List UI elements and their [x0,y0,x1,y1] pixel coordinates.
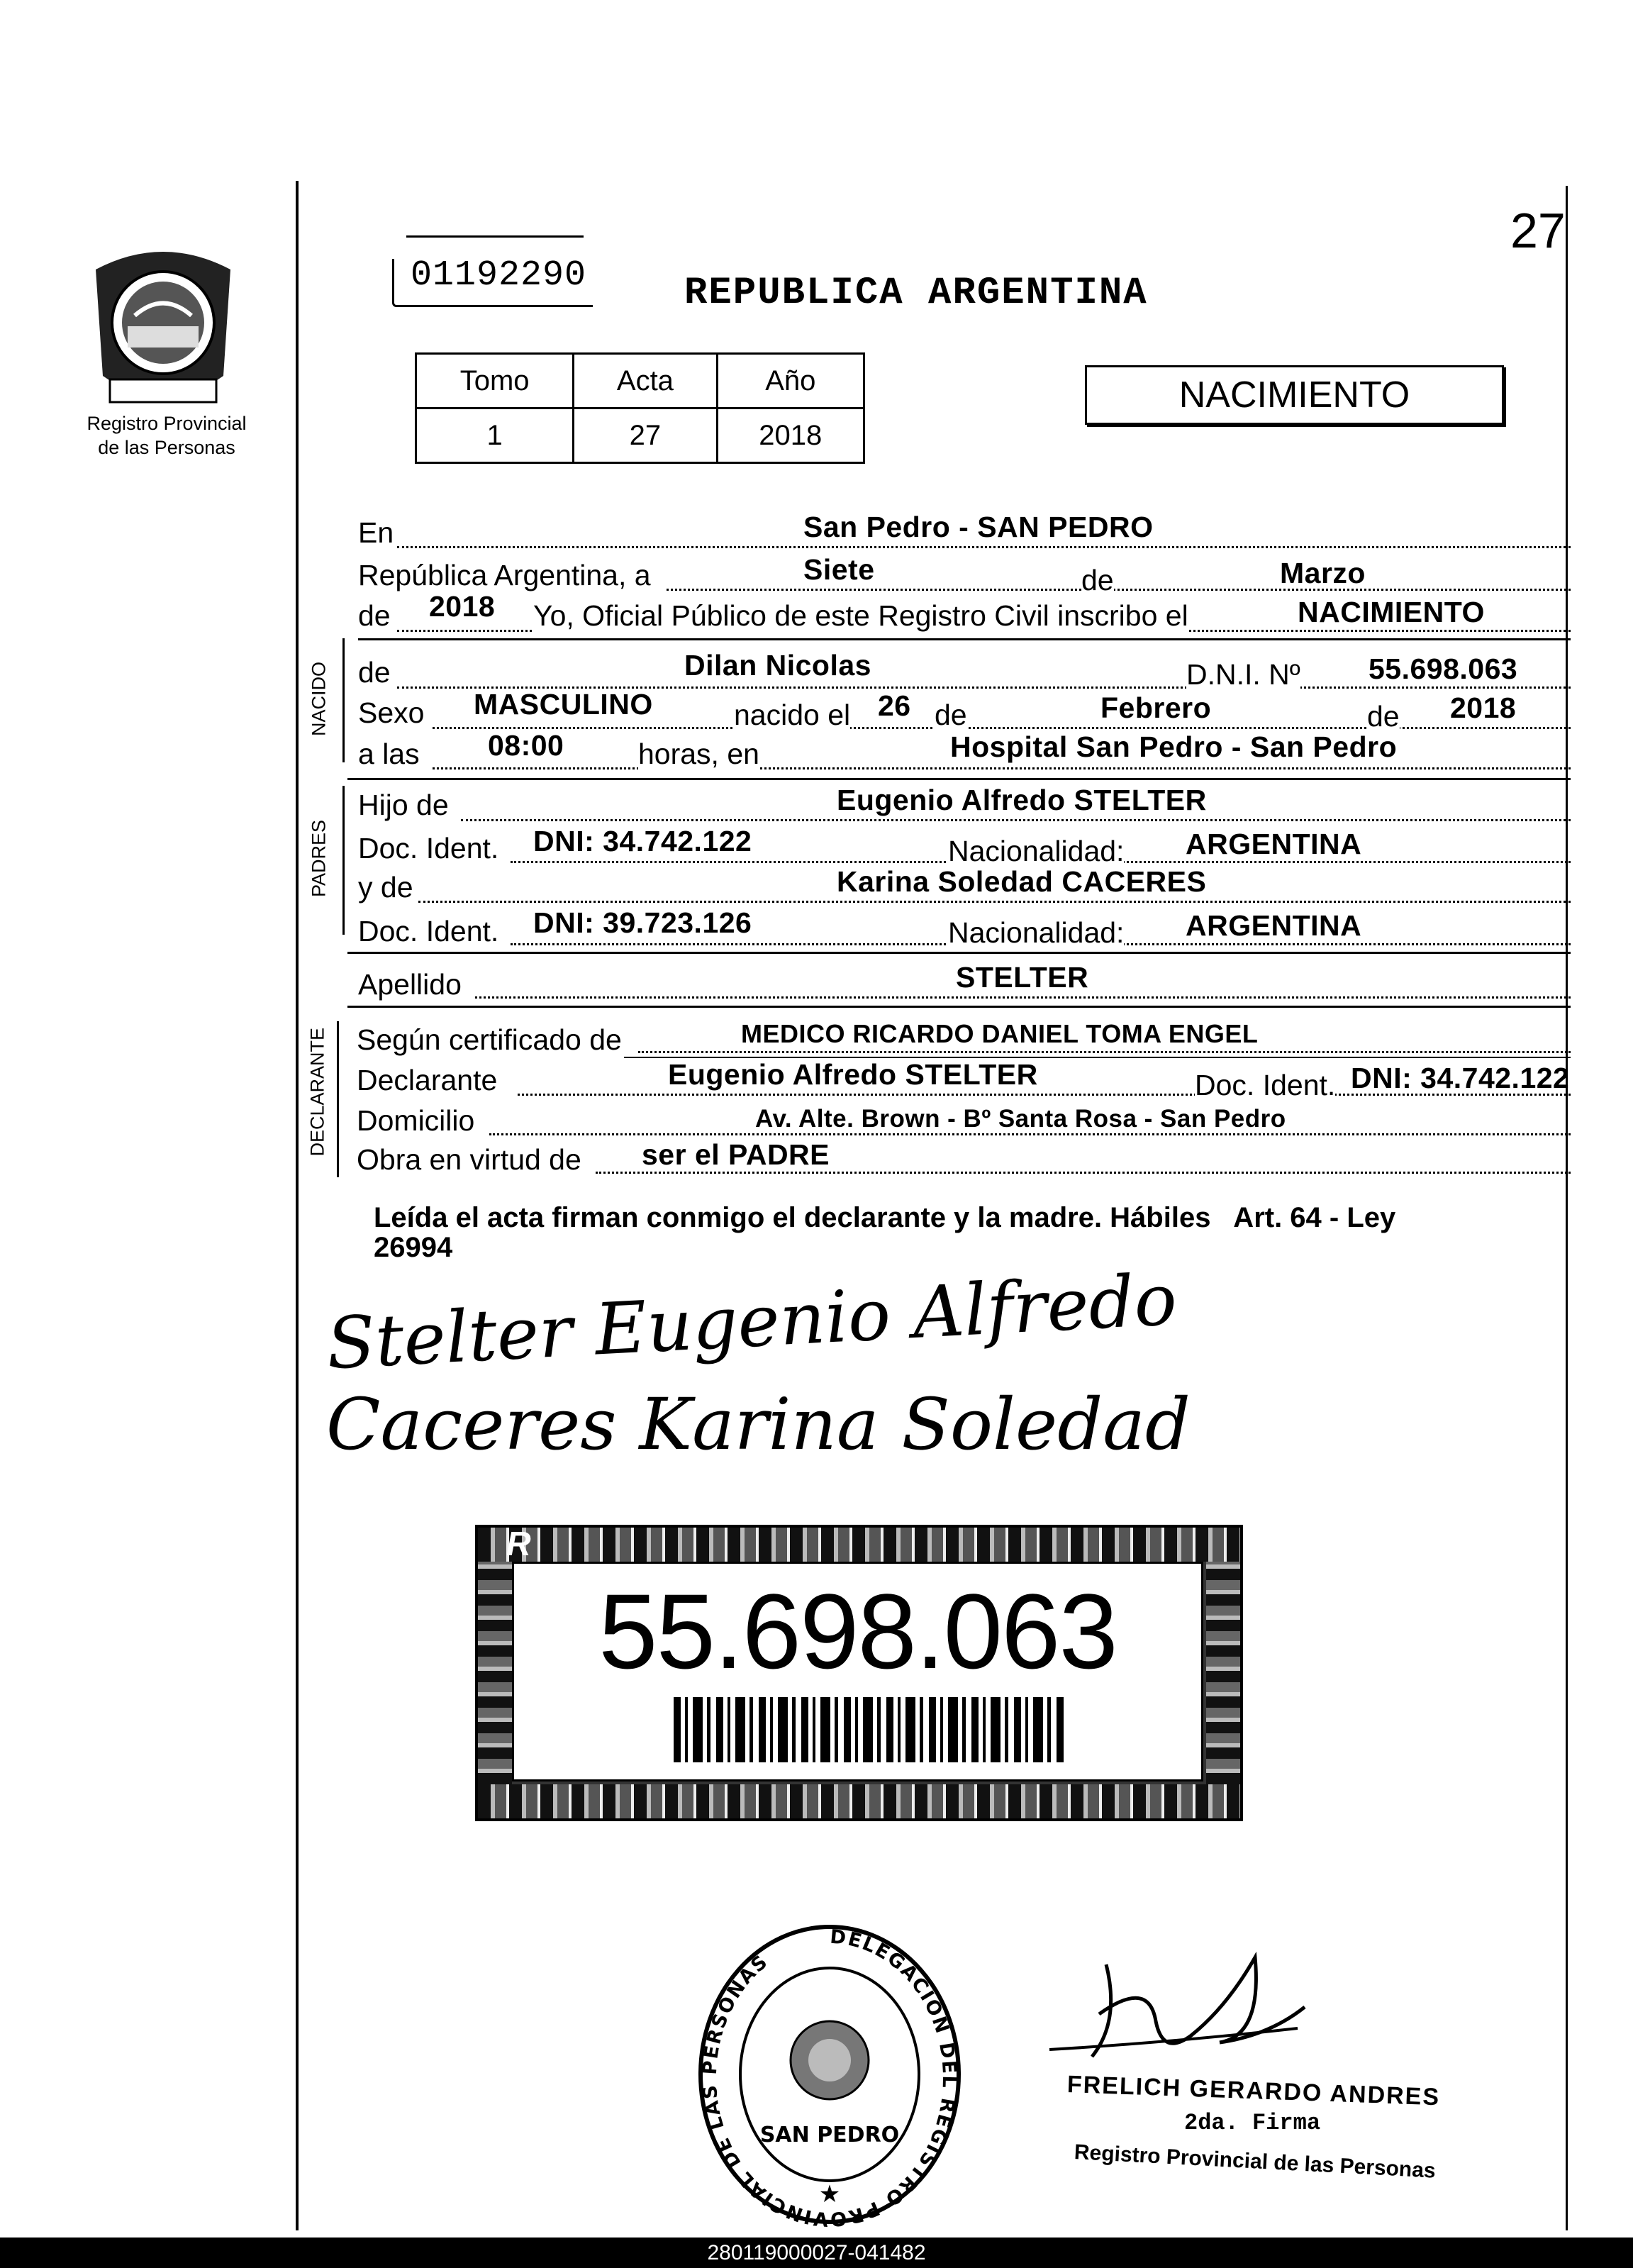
country-title: REPUBLICA ARGENTINA [684,272,1148,315]
apellido-label: Apellido [358,968,462,1001]
table-value-anio: 2018 [717,408,864,463]
mes-value: Marzo [1280,557,1366,589]
hijo-dots [461,819,1571,821]
sticker-barcode [674,1697,1067,1762]
de5-label: de [1367,700,1400,733]
de-label: de [1081,564,1114,596]
anio-value: 2018 [429,590,496,623]
footer-code: 280119000027-041482 [707,2241,926,2264]
apellido-value: STELTER [956,961,1089,994]
doc3-label: Doc. Ident. [1195,1069,1336,1101]
sticker-label [512,1562,1203,1781]
dia-value: Siete [803,553,875,586]
padre-value: Eugenio Alfredo STELTER [837,784,1207,816]
serial-number-text: 01192290 [411,255,587,296]
apellido-dots [475,996,1571,999]
inscribe-value: NACIMIENTO [1298,596,1485,628]
official-name: FRELICH GERARDO ANDRES [1066,2071,1441,2111]
nacido-divider [347,778,1571,780]
sticker-pattern-top [478,1528,1240,1562]
declarante-bracket [337,1021,339,1177]
sticker-pattern-letter: R [506,1528,531,1562]
en-label: En [358,516,394,549]
nac1-value: ARGENTINA [1186,828,1362,860]
dni-sticker [475,1525,1243,1821]
official-signature-scribble [1042,1936,1312,2078]
logo-caption-line2: de las Personas [98,437,235,458]
official-office: Registro Provincial de las Personas [1074,2140,1437,2183]
section-label-declarante: DECLARANTE [306,1027,328,1157]
line6-dots [433,767,1571,769]
footer-bar [0,2238,1633,2268]
left-margin-line [296,181,299,2230]
sexo-label: Sexo [358,696,425,729]
de4-label: de [935,699,967,731]
doc2-value: DNI: 39.723.126 [533,906,752,939]
de2-label: de [358,599,391,632]
yde-label: y de [358,871,413,904]
obra-value: ser el PADRE [642,1138,830,1171]
stamp-inner-text: SAN PEDRO [759,2123,900,2147]
padres-divider [347,952,1571,954]
right-border-line [1566,186,1568,2230]
segun-label: Según certificado de [357,1023,622,1056]
sticker-pattern-right [1206,1562,1240,1784]
doc1-label: Doc. Ident. [358,832,499,865]
declarante-label: Declarante [357,1064,498,1096]
record-type-box [1085,365,1504,425]
domicilio-value: Av. Alte. Brown - Bº Santa Rosa - San Pedro [755,1105,1286,1133]
nac-dia: 26 [878,689,911,722]
oficial-text: Yo, Oficial Público de este Registro Civil inscribo el [533,599,1188,632]
nac-anio: 2018 [1450,691,1517,724]
padres-bracket [342,786,345,935]
domicilio-label: Domicilio [357,1104,475,1137]
nombre-value: Dilan Nicolas [684,649,871,682]
alas-label: a las [358,738,420,770]
obra-dots [596,1172,1571,1174]
nacido-label: nacido el [734,699,851,731]
logo-caption-line1: Registro Provincial [87,413,247,434]
de3-label: de [358,656,391,689]
table-header-tomo: Tomo [416,354,574,408]
apellido-divider [347,1006,1571,1008]
closing-text-line2: 26994 [374,1232,453,1263]
segun-dots [638,1051,1571,1053]
nacido-bracket [342,638,345,762]
signature-declarante: Stelter Eugenio Alfredo [324,1257,1179,1386]
header-divider [358,638,1571,640]
domicilio-dots [489,1133,1571,1135]
serial-number [392,227,598,316]
stamp-ring-text: DELEGACION DEL REGISTRO PROVINCIAL DE LAS PERSONAS [698,1925,961,2227]
closing-text-line1: Leída el acta firman conmigo el declarante y la madre. Hábiles Art. 64 - Ley [374,1202,1396,1233]
nac1-label: Nacionalidad: [948,835,1125,867]
nac2-value: ARGENTINA [1186,909,1362,942]
table-value-acta: 27 [574,408,717,463]
table-value-tomo: 1 [416,408,574,463]
lugar-value: Hospital San Pedro - San Pedro [950,730,1398,763]
dni-label: D.N.I. Nº [1186,658,1300,691]
doc1-value: DNI: 34.742.122 [533,825,752,857]
hijo-label: Hijo de [358,789,449,821]
sexo-value: MASCULINO [474,688,653,721]
yde-dots [418,901,1571,903]
line5-dots [433,727,1571,729]
en-value: San Pedro - SAN PEDRO [803,511,1154,543]
madre-value: Karina Soledad CACERES [837,865,1207,898]
sticker-pattern-left [478,1562,512,1784]
doc2-label: Doc. Ident. [358,915,499,947]
nac-mes: Febrero [1100,691,1212,724]
hora-value: 08:00 [488,729,564,762]
signature-madre: Caceres Karina Soledad [326,1383,1191,1466]
stamp-star-icon: ★ [818,2181,841,2208]
declarante-value: Eugenio Alfredo STELTER [668,1058,1038,1091]
sticker-pattern-bottom [478,1784,1240,1818]
section-label-nacido: NACIDO [308,662,330,737]
section-label-padres: PADRES [308,819,330,898]
nac2-label: Nacionalidad: [948,916,1125,949]
record-type: NACIMIENTO [1178,374,1410,416]
record-table [415,352,865,464]
table-header-anio: Año [717,354,864,408]
table-header-acta: Acta [574,354,717,408]
republica-dots [667,589,1571,591]
province-logo [82,241,245,411]
page-number: 27 [1510,203,1566,258]
republica-label: República Argentina, a [358,559,651,591]
en-dots [397,546,1571,548]
dni-value: 55.698.063 [1369,652,1518,685]
official-role: 2da. Firma [1184,2110,1321,2136]
doc3-value: DNI: 34.742.122 [1351,1062,1570,1094]
sticker-number: 55.698.063 [598,1572,1117,1691]
horas-label: horas, en [638,738,759,770]
certificado-value: MEDICO RICARDO DANIEL TOMA ENGEL [741,1019,1259,1048]
registry-stamp [695,1922,964,2227]
obra-label: Obra en virtud de [357,1143,581,1176]
